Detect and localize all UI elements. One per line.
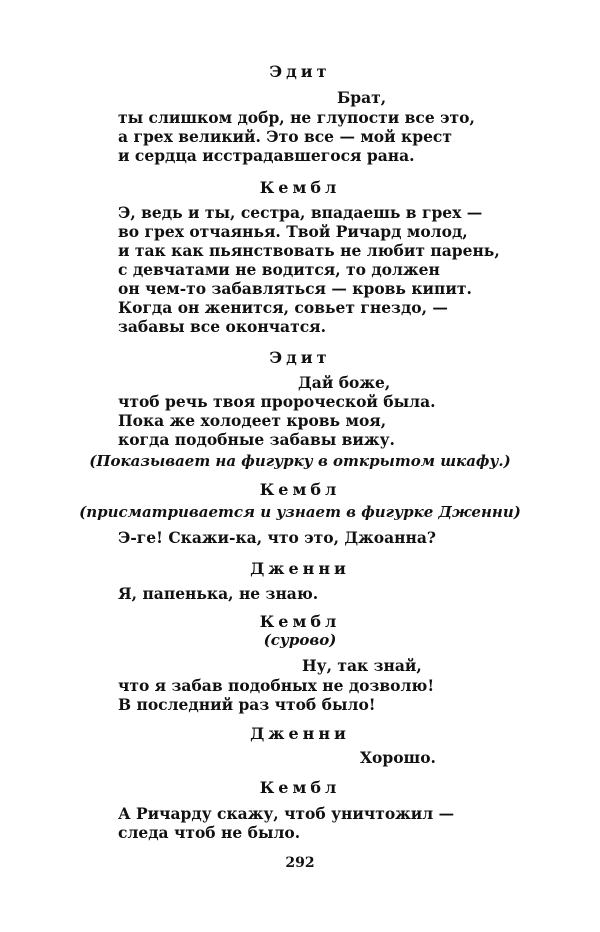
- speaker-name: Кембл: [259, 778, 341, 797]
- verse-line: Э-ге! Скажи-ка, что это, Джоанна?: [118, 528, 436, 547]
- verse-line: Ну, так знай,: [302, 656, 422, 675]
- stage-direction: (присматривается и узнает в фигурке Дженни): [79, 503, 521, 521]
- verse-line: Дай боже,: [298, 373, 391, 392]
- verse-line: А Ричарду скажу, чтоб уничтожил —: [118, 804, 455, 823]
- verse-line: чтоб речь твоя пророческой была.: [118, 392, 436, 411]
- verse-line: Брат,: [337, 88, 387, 107]
- verse-line: следа чтоб не было.: [118, 823, 301, 842]
- speaker-name: Дженни: [250, 724, 350, 743]
- verse-line: с девчатами не водится, то должен: [118, 260, 440, 279]
- verse-line: когда подобные забавы вижу.: [118, 430, 395, 449]
- speaker-name: Эдит: [269, 348, 331, 367]
- verse-line: а грех великий. Это все — мой крест: [118, 127, 452, 146]
- verse-line: Когда он женится, совьет гнездо, —: [118, 298, 448, 317]
- verse-line: забавы все окончатся.: [118, 317, 326, 336]
- speaker-name: Кембл: [259, 178, 341, 197]
- verse-line: и так как пьянствовать не любит парень,: [118, 241, 500, 260]
- speaker-name: Кембл: [259, 612, 341, 631]
- verse-line: Хорошо.: [360, 748, 436, 767]
- speaker-name: Кембл: [259, 480, 341, 499]
- speaker-name: Эдит: [269, 62, 331, 81]
- verse-line: В последний раз чтоб было!: [118, 695, 376, 714]
- verse-line: он чем-то забавляться — кровь кипит.: [118, 279, 472, 298]
- verse-line: Э, ведь и ты, сестра, впадаешь в грех —: [118, 203, 483, 222]
- stage-direction: (сурово): [263, 631, 337, 649]
- speaker-name: Дженни: [250, 559, 350, 578]
- verse-line: что я забав подобных не дозволю!: [118, 676, 435, 695]
- stage-direction: (Показывает на фигурку в открытом шкафу.): [89, 452, 511, 470]
- verse-line: и сердца исстрадавшегося рана.: [118, 146, 415, 165]
- verse-line: Я, папенька, не знаю.: [118, 584, 319, 603]
- verse-line: ты слишком добр, не глупости все это,: [118, 108, 475, 127]
- verse-line: во грех отчаянья. Твой Ричард молод,: [118, 222, 468, 241]
- verse-line: Пока же холодеет кровь моя,: [118, 411, 387, 430]
- page-number: 292: [285, 855, 315, 871]
